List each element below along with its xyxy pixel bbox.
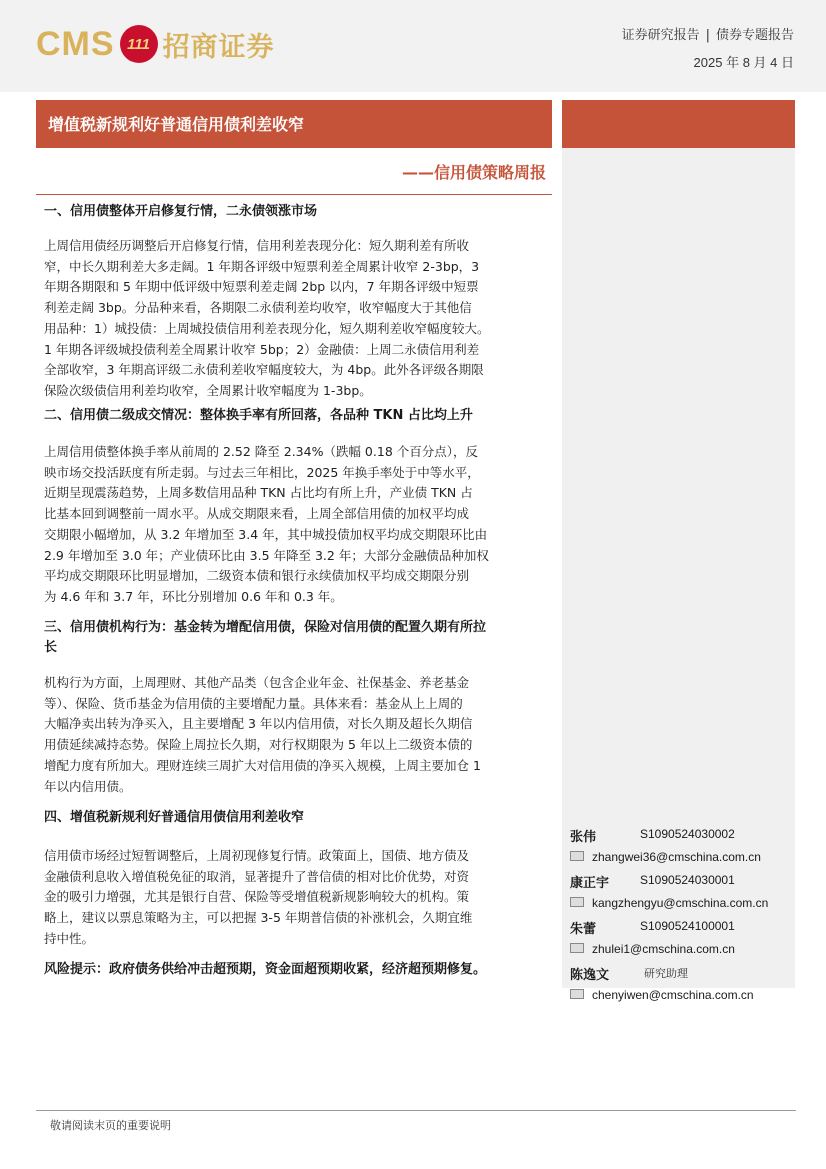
report-title: 增值税新规利好普通信用债利差收窄: [48, 115, 305, 134]
report-meta: [622, 24, 794, 71]
analyst-name: 张伟: [570, 830, 597, 845]
paragraph-line: 持中性。: [44, 930, 95, 946]
analyst-email-wrap: [570, 850, 761, 864]
logo-text: CMS: [36, 24, 115, 63]
paragraph-line: 大幅净卖出转为净买入，且主要增配 3 年以内信用债，对长久期及超长久期信: [44, 716, 473, 732]
section-1-heading: 一、信用债整体开启修复行情，二永债领涨市场: [44, 204, 318, 219]
analyst-row: [570, 964, 790, 987]
heading-line: 长: [44, 640, 58, 655]
analyst-list: [570, 826, 790, 1010]
analyst-email-wrap: [570, 988, 754, 1002]
paragraph-line: 年以内信用债。: [44, 778, 132, 794]
report-subtitle: ——信用债策略周报: [401, 163, 546, 182]
section-4-heading: 四、增值税新规利好普通信用债信用利差收窄: [44, 810, 305, 825]
paragraph-line: 上周信用债经历调整后开启修复行情，信用利差表现分化：短久期利差有所收: [44, 238, 470, 253]
paragraph-line: 映市场交投活跃度有所走弱。与过去三年相比，2025 年换手率处于中等水平，: [44, 464, 480, 480]
analyst-email[interactable]: kangzhengyu@cmschina.com.cn: [592, 896, 769, 910]
analyst-email-wrap: [570, 896, 768, 910]
paragraph-line: 平均成交期限环比明显增加，二级资本债和银行永续债加权平均成交期限分别: [44, 568, 470, 584]
heading-line: 三、信用债机构行为：基金转为增配信用债，保险对信用债的配置久期有所拉: [44, 620, 487, 635]
risk-warning: 风险提示：政府债务供给冲击超预期，资金面超预期收紧，经济超预期修复。: [44, 962, 487, 977]
paragraph-line: 全部收窄，3 年期高评级二永债利差收窄幅度较大，为 4bp。此外各评级各期限: [44, 362, 484, 378]
mail-icon: [570, 989, 584, 999]
analyst-name: 康正宇: [570, 876, 610, 891]
analyst-email[interactable]: zhangwei36@cmschina.com.cn: [592, 850, 761, 864]
section-3-body: [44, 673, 549, 797]
analyst-name: 朱蕾: [570, 922, 597, 937]
paragraph-line: 利差走阔 3bp。分品种来看，各期限二永债利差均收窄，收窄幅度大于其他信: [44, 300, 472, 316]
mail-icon: [570, 897, 584, 907]
analyst-email-row: [570, 941, 790, 964]
paragraph-line: 交期限小幅增加，从 3.2 年增加至 3.4 年，其中城投债加权平均成交期限环比由: [44, 526, 488, 542]
paragraph-line: 略上，建议以票息策略为主，可以把握 3-5 年期普信债的补涨机会，久期宜维: [44, 910, 473, 926]
paragraph-line: 2.9 年增加至 3.0 年；产业债环比由 3.5 年降至 3.2 年；大部分金融债品种加权: [44, 547, 489, 563]
analyst-name: 陈逸文: [570, 968, 610, 983]
section-3-heading: [44, 618, 554, 658]
report-date: 2025 年 8 月 4 日: [693, 55, 794, 70]
paragraph-line: 保险次级债信用利差均收窄，全周累计收窄幅度为 1-3bp。: [44, 382, 372, 398]
logo-cn-text: 招商证券: [162, 31, 275, 63]
paragraph-line: 比基本回到调整前一周水平。从成交期限来看，上周全部信用债的加权平均成: [44, 506, 470, 522]
report-category: 债券专题报告: [715, 28, 794, 43]
footer-divider: [36, 1110, 796, 1111]
analyst-email[interactable]: zhulei1@cmschina.com.cn: [592, 942, 735, 956]
analyst-cert-code: S1090524100001: [640, 919, 735, 933]
paragraph-line: 窄，中长久期利差大多走阔。1 年期各评级中短票利差全周累计收窄 2-3bp，3: [44, 258, 480, 274]
analyst-email-wrap: [570, 942, 735, 956]
report-type: 证券研究报告: [621, 28, 700, 43]
analyst-row: [570, 826, 790, 849]
analyst-row: [570, 872, 790, 895]
paragraph-line: 用债延续减持态势。保险上周拉长久期，对行权期限为 5 年以上二级资本债的: [44, 737, 473, 753]
paragraph-line: 上周信用债整体换手率从前周的 2.52 降至 2.34%（跌幅 0.18 个百分点），反: [44, 444, 478, 459]
section-1-body: [44, 236, 549, 402]
cms-logo: [36, 22, 275, 66]
paragraph-line: 金的吸引力增强，尤其是银行自营、保险等受增值税新规影响较大的机构。策: [44, 889, 470, 905]
analyst-cert-code: S1090524030002: [640, 827, 735, 841]
analyst-row: [570, 918, 790, 941]
analyst-cert-code: S1090524030001: [640, 873, 735, 887]
sidebar-banner: [562, 100, 795, 148]
footer-note: 敬请阅读末页的重要说明: [50, 1119, 171, 1132]
paragraph-line: 机构行为方面，上周理财、其他产品类（包含企业年金、社保基金、养老基金: [44, 675, 470, 690]
analyst-email-row: [570, 987, 790, 1010]
analyst-email[interactable]: chenyiwen@cmschina.com.cn: [592, 988, 754, 1002]
paragraph-line: 为 4.6 年和 3.7 年，环比分别增加 0.6 年和 0.3 年。: [44, 588, 343, 604]
analyst-role: 研究助理: [644, 967, 688, 980]
paragraph-line: 1 年期各评级城投债利差全周累计收窄 5bp；2）金融债：上周二永债信用利差: [44, 341, 480, 357]
analyst-email-row: [570, 895, 790, 918]
paragraph-line: 年期各期限和 5 年期中低评级中短票利差走阔 2bp 以内，7 年期各评级中短票: [44, 279, 479, 295]
section-2-heading: 二、信用债二级成交情况：整体换手率有所回落，各品种 TKN 占比均上升: [44, 408, 473, 423]
title-banner: [36, 100, 552, 148]
paragraph-line: 金融债利息收入增值税免征的取消，显著提升了普信债的相对比价优势，对资: [44, 868, 470, 884]
section-2-body: [44, 442, 549, 608]
mail-icon: [570, 943, 584, 953]
paragraph-line: 用品种：1）城投债：上周城投债信用利差表现分化，短久期利差收窄幅度较大。: [44, 320, 490, 336]
analyst-email-row: [570, 849, 790, 872]
paragraph-line: 信用债市场经过短暂调整后，上周初现修复行情。政策面上，国债、地方债及: [44, 848, 470, 863]
paragraph-line: 等）、保险、货币基金为信用债的主要增配力量。具体来看：基金从上上周的: [44, 695, 463, 711]
logo-mark-icon: 111: [120, 25, 158, 63]
mail-icon: [570, 851, 584, 861]
header-separator: |: [705, 28, 710, 43]
section-4-body: [44, 846, 549, 950]
title-divider: [36, 194, 552, 195]
paragraph-line: 增配力度有所加大。理财连续三周扩大对信用债的净买入规模，上周主要加仓 1: [44, 757, 481, 773]
paragraph-line: 近期呈现震荡趋势，上周多数信用品种 TKN 占比均有所上升，产业债 TKN 占: [44, 485, 473, 501]
